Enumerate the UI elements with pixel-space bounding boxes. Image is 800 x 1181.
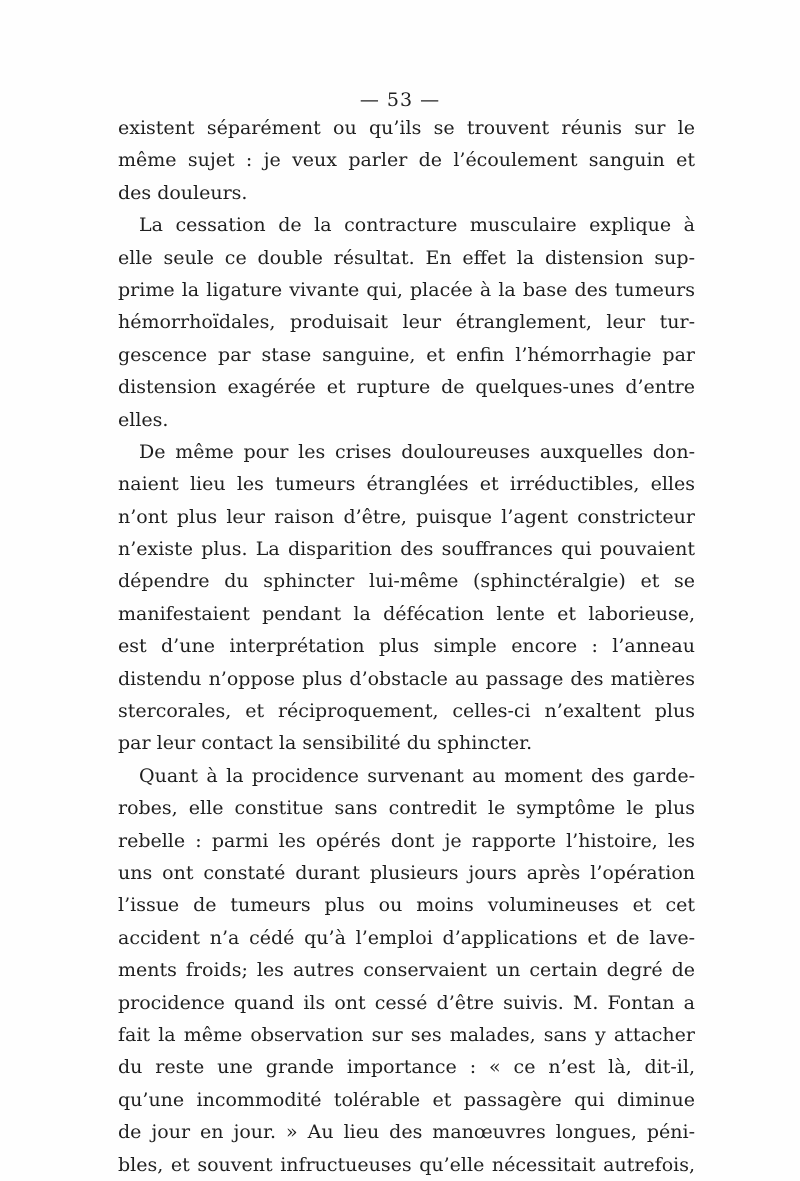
text-line: qu’une incommodité tolérable et passagère qui diminue — [118, 1088, 695, 1111]
text-line: distendu n’oppose plus d’obstacle au passage des matières — [118, 667, 695, 690]
text-line: stercorales, et réciproquement, celles-ci n’exaltent plus — [118, 700, 695, 723]
text-line: par leur contact la sensibilité du sphincter. — [118, 732, 533, 755]
text-line: prime la ligature vivante qui, placée à la base des tumeurs — [118, 278, 695, 301]
text-line: hémorrhoïdales, produisait leur étranglement, leur tur- — [118, 311, 695, 334]
text-line: naient lieu les tumeurs étranglées et irréductibles, elles — [118, 473, 695, 496]
text-line: gescence par stase sanguine, et enfin l’hémorrhagie par — [118, 343, 695, 366]
text-line: est d’une interprétation plus simple encore : l’anneau — [118, 635, 695, 658]
text-line: elles. — [118, 408, 169, 431]
text-line: même sujet : je veux parler de l’écoulement sanguin et — [118, 149, 695, 172]
text-line: procidence quand ils ont cessé d’être suivis. M. Fontan a — [118, 991, 695, 1014]
text-line: n’existe plus. La disparition des souffrances qui pouvaient — [118, 538, 695, 561]
text-line: elle seule ce double résultat. En effet la distension sup- — [118, 246, 695, 269]
text-line: robes, elle constitue sans contredit le symptôme le plus — [118, 797, 695, 820]
text-line: manifestaient pendant la défécation lente et laborieuse, — [118, 602, 695, 625]
text-line: ments froids; les autres conservaient un certain degré de — [118, 959, 695, 982]
text-line: de jour en jour. » Au lieu des manœuvres longues, péni- — [118, 1121, 695, 1144]
paragraph-start-line: Quant à la procidence survenant au moment des garde- — [139, 764, 695, 787]
text-line: bles, et souvent infructueuses qu’elle nécessitait autrefois, — [118, 1153, 695, 1176]
text-line: accident n’a cédé qu’à l’emploi d’applications et de lave- — [118, 926, 695, 949]
text-line: distension exagérée et rupture de quelques-unes d’entre — [118, 376, 695, 399]
paragraph-start-line: La cessation de la contracture musculaire explique à — [139, 214, 695, 237]
page-number: — 53 — — [359, 89, 441, 111]
text-line: existent séparément ou qu’ils se trouvent réunis sur le — [118, 117, 695, 139]
text-line: fait la même observation sur ses malades, sans y attacher — [118, 1023, 695, 1046]
text-line: rebelle : parmi les opérés dont je rapporte l’histoire, les — [118, 829, 695, 852]
text-line: n’ont plus leur raison d’être, puisque l’agent constricteur — [118, 505, 695, 528]
text-line: dépendre du sphincter lui-même (sphinctéralgie) et se — [118, 570, 695, 593]
text-line: uns ont constaté durant plusieurs jours après l’opération — [118, 861, 695, 884]
text-line: des douleurs. — [118, 181, 248, 204]
paragraph-start-line: De même pour les crises douloureuses auxquelles don- — [139, 440, 695, 463]
text-line: du reste une grande importance : « ce n’est là, dit-il, — [118, 1056, 695, 1079]
body-text — [118, 112, 695, 1181]
text-line: l’issue de tumeurs plus ou moins volumineuses et cet — [118, 894, 695, 917]
